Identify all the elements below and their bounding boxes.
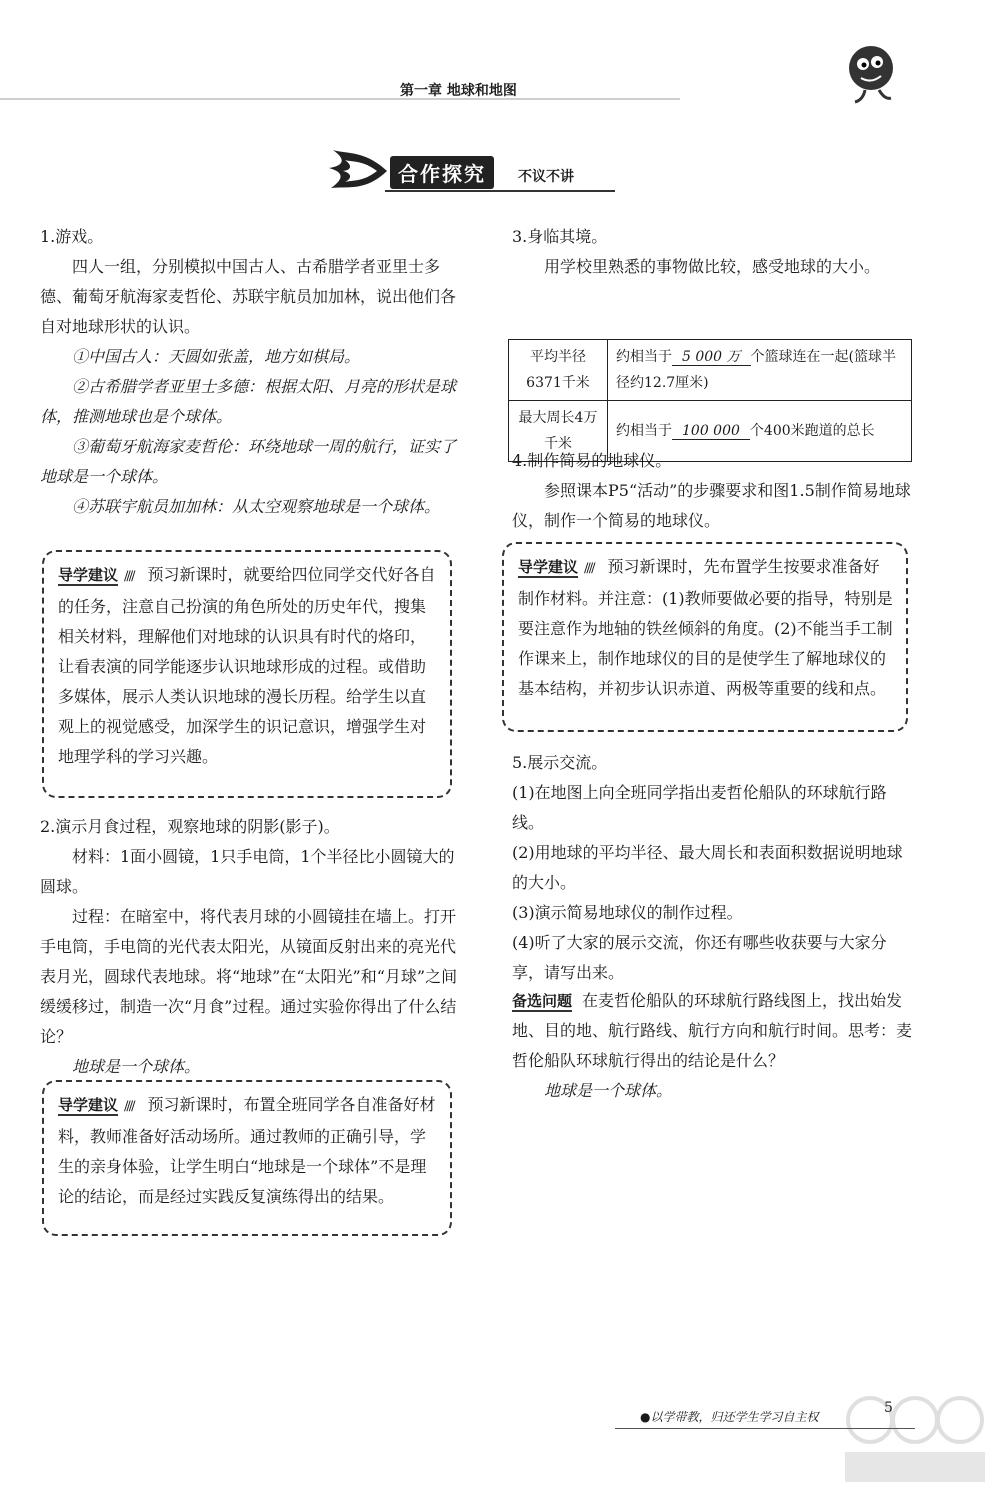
banner-title: 合作探究 [390, 156, 494, 189]
table-row-head: 平均半径6371千米 [509, 340, 608, 401]
guidance-text: 预习新课时，就要给四位同学交代好各自的任务，注意自己扮演的角色所处的历史年代，搜集相关材料，理解他们对地球的认识具有时代的烙印，让看表演的同学能逐步认识地球形成的过程。或借助多媒体，展示人类认识地球的漫长历程。给学生以直观上的视觉感受，加深学生的识记意识，增强学生对地理学科的学习兴趣。 [58, 565, 436, 766]
question-5-title: 5.展示交流。 [512, 753, 608, 772]
cell-text: 约相当于 [616, 349, 672, 365]
question-3-title: 3.身临其境。 [512, 227, 608, 246]
guidance-label: 导学建议 [518, 558, 579, 576]
header-rule [0, 98, 680, 100]
page-number: 5 [884, 1400, 893, 1416]
table-cell [608, 340, 912, 401]
answer-1-item: ④苏联宇航员加加林：从太空观察地球是一个球体。 [72, 497, 441, 516]
answer-1-item: ③葡萄牙航海家麦哲伦：环绕地球一周的航行，证实了地球是一个球体。 [40, 437, 457, 486]
guidance-box-1 [42, 550, 452, 798]
answer-1-item: ①中国古人：天圆如张盖，地方如棋局。 [72, 347, 361, 366]
guidance-label: 导学建议 [58, 1096, 119, 1114]
guidance-box-3 [502, 542, 908, 732]
globe-mascot-icon [835, 38, 905, 108]
optional-answer: 地球是一个球体。 [544, 1081, 673, 1100]
question-5-item: (2)用地球的平均半径、最大周长和表面积数据说明地球的大小。 [512, 843, 903, 892]
banner-rule [385, 190, 615, 192]
flame-ornament-icon [325, 148, 395, 194]
left-column [40, 222, 460, 522]
section-banner [325, 148, 615, 194]
question-3-body: 用学校里熟悉的事物做比较，感受地球的大小。 [544, 257, 881, 276]
question-5-item: (1)在地图上向全班同学指出麦哲伦船队的环球航行路线。 [512, 783, 887, 832]
cell-text: 约相当于 [616, 423, 672, 439]
question-1-title: 1.游戏。 [40, 227, 104, 246]
cell-text: 个篮球连在一起(篮球半径约12.7厘米) [616, 349, 896, 391]
question-5-block [512, 748, 912, 988]
answer-blank: 100 000 [672, 423, 750, 440]
question-5-item: (3)演示简易地球仪的制作过程。 [512, 903, 743, 922]
answer-1-item: ②古希腊学者亚里士多德：根据太阳、月亮的形状是球体，推测地球也是个球体。 [40, 377, 457, 426]
comparison-table [508, 339, 912, 462]
watermark-logo-icon [840, 1390, 990, 1490]
question-4-block [512, 446, 912, 536]
slash-ornament-icon: //// [584, 561, 594, 576]
slash-ornament-icon: //// [124, 569, 134, 584]
slash-ornament-icon: //// [124, 1099, 134, 1114]
optional-question-block [512, 986, 912, 1106]
answer-blank: 5 000 万 [672, 349, 751, 366]
question-2-answer: 地球是一个球体。 [72, 1057, 201, 1076]
guidance-text: 预习新课时，先布置学生按要求准备好制作材料。并注意：(1)教师要做必要的指导，特别是要注意作为地轴的铁丝倾斜的角度。(2)不能当手工制作课来上，制作地球仪的目的是使学生了解地球仪的基本结构，并初步认识赤道、两极等重要的线和点。 [518, 557, 893, 698]
question-1-body: 四人一组，分别模拟中国古人、古希腊学者亚里士多德、葡萄牙航海家麦哲伦、苏联宇航员加加林，说出他们各自对地球形状的认识。 [40, 257, 457, 336]
banner-subtitle: 不议不讲 [518, 169, 574, 185]
cell-text: 个400米跑道的总长 [749, 423, 875, 439]
guidance-label: 导学建议 [58, 566, 119, 584]
table-row [509, 340, 912, 401]
question-4-title: 4.制作简易的地球仪。 [512, 451, 672, 470]
question-5-item: (4)听了大家的展示交流，你还有哪些收获要与大家分享，请写出来。 [512, 933, 887, 982]
footer-slogan: ●以学带教，归还学生学习自主权 [640, 1410, 819, 1424]
table-row-head: 最大周长4万千米 [509, 401, 608, 462]
question-2-process: 过程：在暗室中，将代表月球的小圆镜挂在墙上。打开手电筒，手电筒的光代表太阳光，从镜面反射出来的亮光代表月光，圆球代表地球。将“地球”在“太阳光”和“月球”之间缓缓移过，制造一次“月食”过程。通过实验你得出了什么结论？ [40, 907, 458, 1046]
optional-text: 在麦哲伦船队的环球航行路线图上，找出始发地、目的地、航行路线、航行方向和航行时间。思考：麦哲伦船队环球航行得出的结论是什么？ [512, 991, 913, 1070]
question-2-material: 材料：1面小圆镜，1只手电筒，1个半径比小圆镜大的圆球。 [40, 847, 455, 896]
guidance-text: 预习新课时，布置全班同学各自准备好材料，教师准备好活动场所。通过教师的正确引导，学生的亲身体验，让学生明白“地球是一个球体”不是理论的结论，而是经过实践反复演练得出的结果。 [58, 1095, 436, 1206]
question-2-block [40, 812, 460, 1082]
chapter-title: 第一章 地球和地图 [400, 83, 517, 99]
optional-label: 备选问题 [512, 992, 573, 1010]
question-3-block [512, 222, 912, 282]
question-4-body: 参照课本P5“活动”的步骤要求和图1.5制作简易地球仪，制作一个简易的地球仪。 [512, 481, 911, 530]
guidance-box-2 [42, 1080, 452, 1236]
question-2-title: 2.演示月食过程，观察地球的阴影(影子)。 [40, 817, 340, 836]
